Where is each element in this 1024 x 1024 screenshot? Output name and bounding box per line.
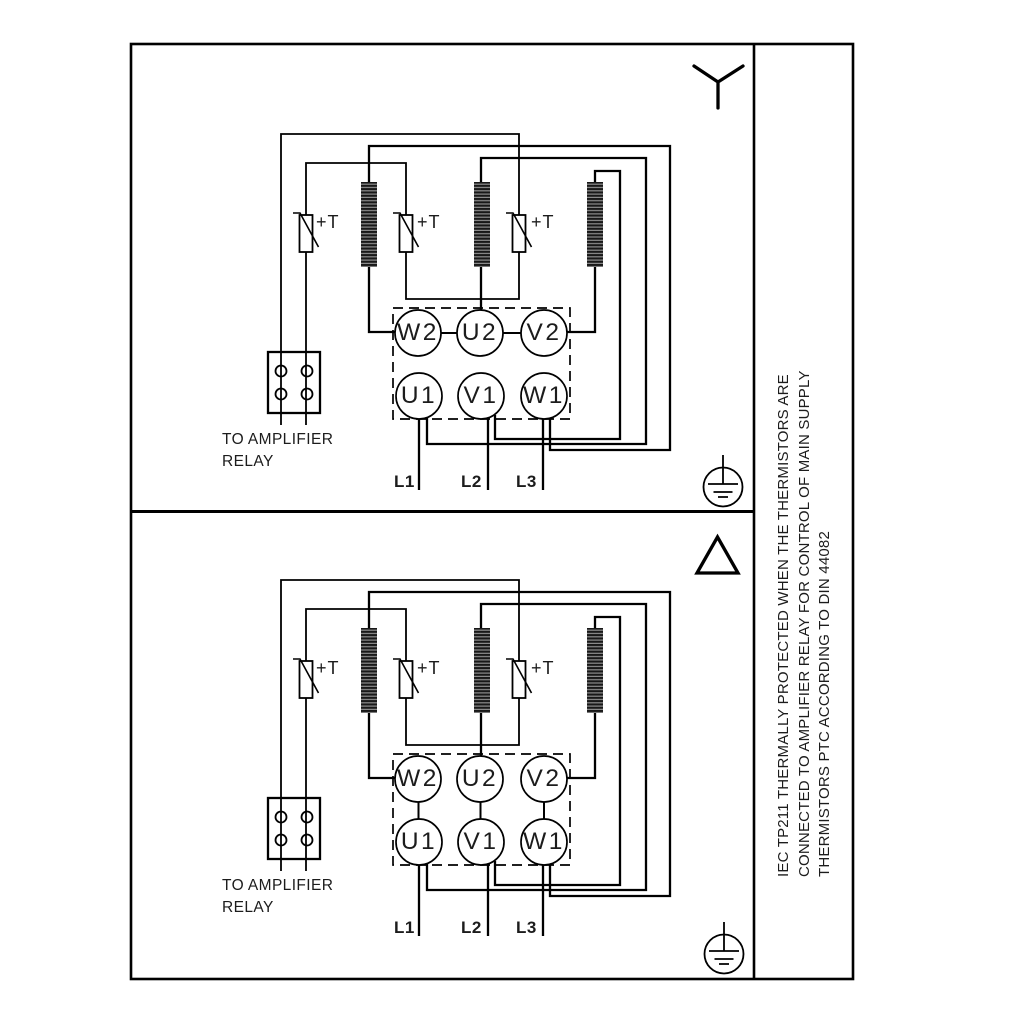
relay-caption-line1-star: TO AMPLIFIER (222, 431, 334, 448)
terminal-label-u1-delta: U1 (400, 827, 438, 855)
star-panel (268, 66, 743, 507)
supply-line-label-l3-star: L3 (516, 472, 537, 491)
thermistor-label-star: +T (316, 212, 340, 232)
terminal-label-w1-star: W1 (523, 381, 565, 409)
delta-connection-icon (697, 537, 738, 573)
delta-panel (268, 537, 744, 974)
terminal-label-w2-delta: W2 (397, 764, 439, 792)
terminal-label-v2-star: V2 (526, 318, 562, 346)
supply-line-label-l3-delta: L3 (516, 918, 537, 937)
terminal-label-v1-star: V1 (463, 381, 499, 409)
thermistor-label-delta: +T (417, 658, 441, 678)
star-connection-icon (694, 66, 743, 108)
terminal-label-v2-delta: V2 (526, 764, 562, 792)
relay-caption-line2-delta: RELAY (222, 899, 274, 916)
thermistor-label-star: +T (531, 212, 555, 232)
side-note-line: IEC TP211 THERMALLY PROTECTED WHEN THE THERMISTORS ARE (775, 374, 792, 877)
terminal-label-v1-delta: V1 (463, 827, 499, 855)
supply-line-label-l1-star: L1 (394, 472, 415, 491)
terminal-label-w1-delta: W1 (523, 827, 565, 855)
terminal-label-u1-star: U1 (400, 381, 438, 409)
side-note-line: THERMISTORS PTC ACCORDING TO DIN 44082 (816, 530, 833, 877)
terminal-label-w2-star: W2 (397, 318, 439, 346)
side-note-line: CONNECTED TO AMPLIFIER RELAY FOR CONTROL OF MAIN SUPPLY (795, 370, 813, 877)
thermistor-label-delta: +T (531, 658, 555, 678)
ground-icon (704, 455, 743, 507)
delta-bridge-links (419, 802, 545, 819)
supply-line-label-l1-delta: L1 (394, 918, 415, 937)
relay-caption-line2-star: RELAY (222, 453, 274, 470)
supply-line-label-l2-star: L2 (461, 472, 482, 491)
thermistor-label-star: +T (417, 212, 441, 232)
ground-icon (705, 922, 744, 974)
side-note (774, 337, 836, 877)
terminal-label-u2-star: U2 (461, 318, 499, 346)
thermistor-label-delta: +T (316, 658, 340, 678)
supply-line-label-l2-delta: L2 (461, 918, 482, 937)
terminal-label-u2-delta: U2 (461, 764, 499, 792)
relay-caption-line1-delta: TO AMPLIFIER (222, 877, 334, 894)
